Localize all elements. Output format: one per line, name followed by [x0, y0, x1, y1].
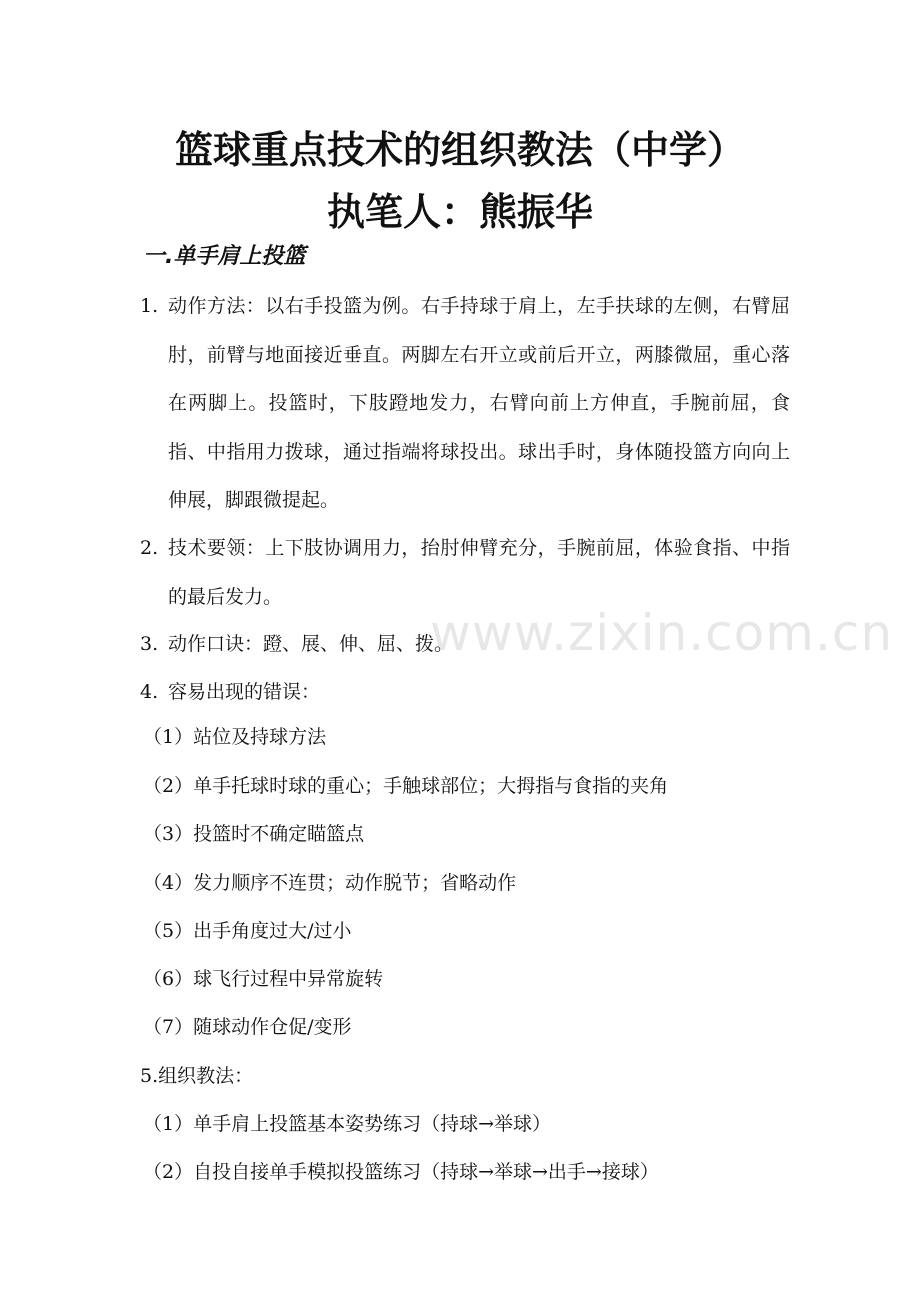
item-number: 4. [140, 681, 159, 703]
item-text: 容易出现的错误： [168, 681, 321, 703]
watermark: www.zixin.com.cn [430, 604, 894, 662]
method-item: （2）自投自接单手模拟投篮练习（持球→举球→出手→接球） [143, 1161, 659, 1183]
method-item: （1）单手肩上投篮基本姿势练习（持球→举球） [143, 1113, 552, 1135]
list-item-common-errors [140, 668, 790, 717]
error-item: （6）球飞行过程中异常旋转 [143, 968, 384, 990]
document-title: 篮球重点技术的组织教法（中学） [174, 128, 745, 172]
list-item-action-method [140, 282, 790, 525]
error-item: （4）发力顺序不连贯；动作脱节；省略动作 [143, 872, 517, 894]
error-item: （2）单手托球时球的重心；手触球部位；大拇指与食指的夹角 [143, 775, 669, 797]
section-heading: 一.单手肩上投篮 [143, 244, 306, 269]
section5-heading: 5.组织教法： [140, 1065, 254, 1087]
item-number: 2. [140, 537, 159, 559]
error-item: （5）出手角度过大/过小 [143, 920, 352, 942]
item-number: 1. [140, 295, 159, 317]
error-item: （3）投篮时不确定瞄篮点 [143, 823, 365, 845]
item-text: 动作口诀：蹬、展、伸、屈、拨。 [168, 633, 454, 655]
item-number: 3. [140, 633, 159, 655]
item-text: 动作方法：以右手投篮为例。右手持球于肩上，左手扶球的左侧，右臂屈肘，前臂与地面接近垂直。两脚左右开立或前后开立，两膝微屈，重心落在两脚上。投篮时，下肢蹬地发力，右臂向前上方伸直，手腕前屈，食指、中指用力拨球，通过指端将球投出。球出手时，身体随投篮方向向上伸展，脚跟微提起。 [168, 295, 790, 511]
author-line: 执笔人：熊振华 [326, 190, 593, 234]
error-item: （7）随球动作仓促/变形 [143, 1016, 352, 1038]
error-item: （1）站位及持球方法 [143, 726, 327, 748]
item-text: 技术要领：上下肢协调用力，抬肘伸臂充分，手腕前屈，体验食指、中指的最后发力。 [168, 537, 790, 608]
